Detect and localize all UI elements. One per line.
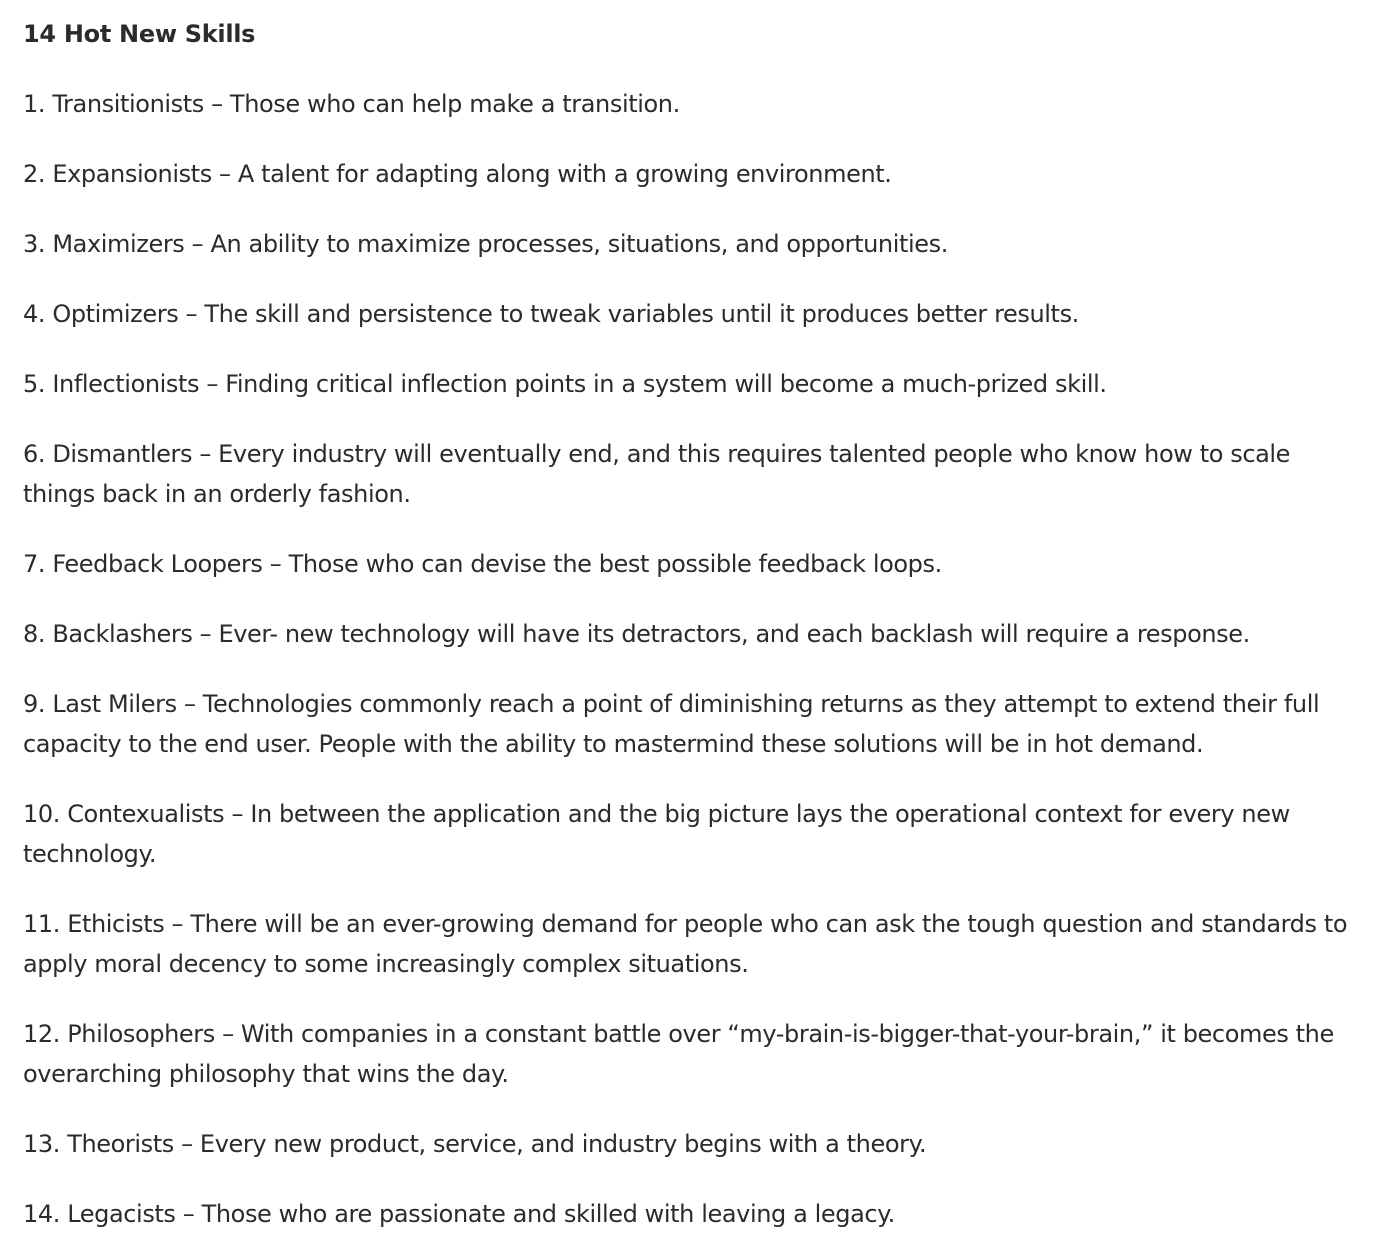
skill-item: 12. Philosophers – With companies in a constant battle over “my-brain-is-bigger-that-your-brain,” it becomes the overarching philosophy that wins the day. (23, 1020, 1334, 1088)
skill-item: 1. Transitionists – Those who can help make a transition. (23, 90, 680, 118)
skill-item: 2. Expansionists – A talent for adapting along with a growing environment. (23, 160, 892, 188)
skill-item: 8. Backlashers – Ever- new technology will have its detractors, and each backlash will require a response. (23, 620, 1250, 648)
article-title: 14 Hot New Skills (23, 20, 256, 48)
skill-item: 13. Theorists – Every new product, service, and industry begins with a theory. (23, 1130, 927, 1158)
skill-item: 11. Ethicists – There will be an ever-growing demand for people who can ask the tough question and standards to apply moral decency to some increasingly complex situations. (23, 910, 1348, 978)
skill-item: 5. Inflectionists – Finding critical inflection points in a system will become a much-prized skill. (23, 370, 1107, 398)
skill-item: 14. Legacists – Those who are passionate and skilled with leaving a legacy. (23, 1200, 895, 1228)
skill-item: 3. Maximizers – An ability to maximize processes, situations, and opportunities. (23, 230, 948, 258)
skill-item: 6. Dismantlers – Every industry will eventually end, and this requires talented people who know how to scale things back in an orderly fashion. (23, 440, 1291, 508)
skill-item: 9. Last Milers – Technologies commonly reach a point of diminishing returns as they attempt to extend their full capacity to the end user. People with the ability to mastermind these solutions will be in hot demand. (23, 690, 1320, 758)
skill-item: 10. Contexualists – In between the application and the big picture lays the operational context for every new technology. (23, 800, 1290, 868)
skill-item: 7. Feedback Loopers – Those who can devise the best possible feedback loops. (23, 550, 942, 578)
skill-item: 4. Optimizers – The skill and persistence to tweak variables until it produces better results. (23, 300, 1079, 328)
